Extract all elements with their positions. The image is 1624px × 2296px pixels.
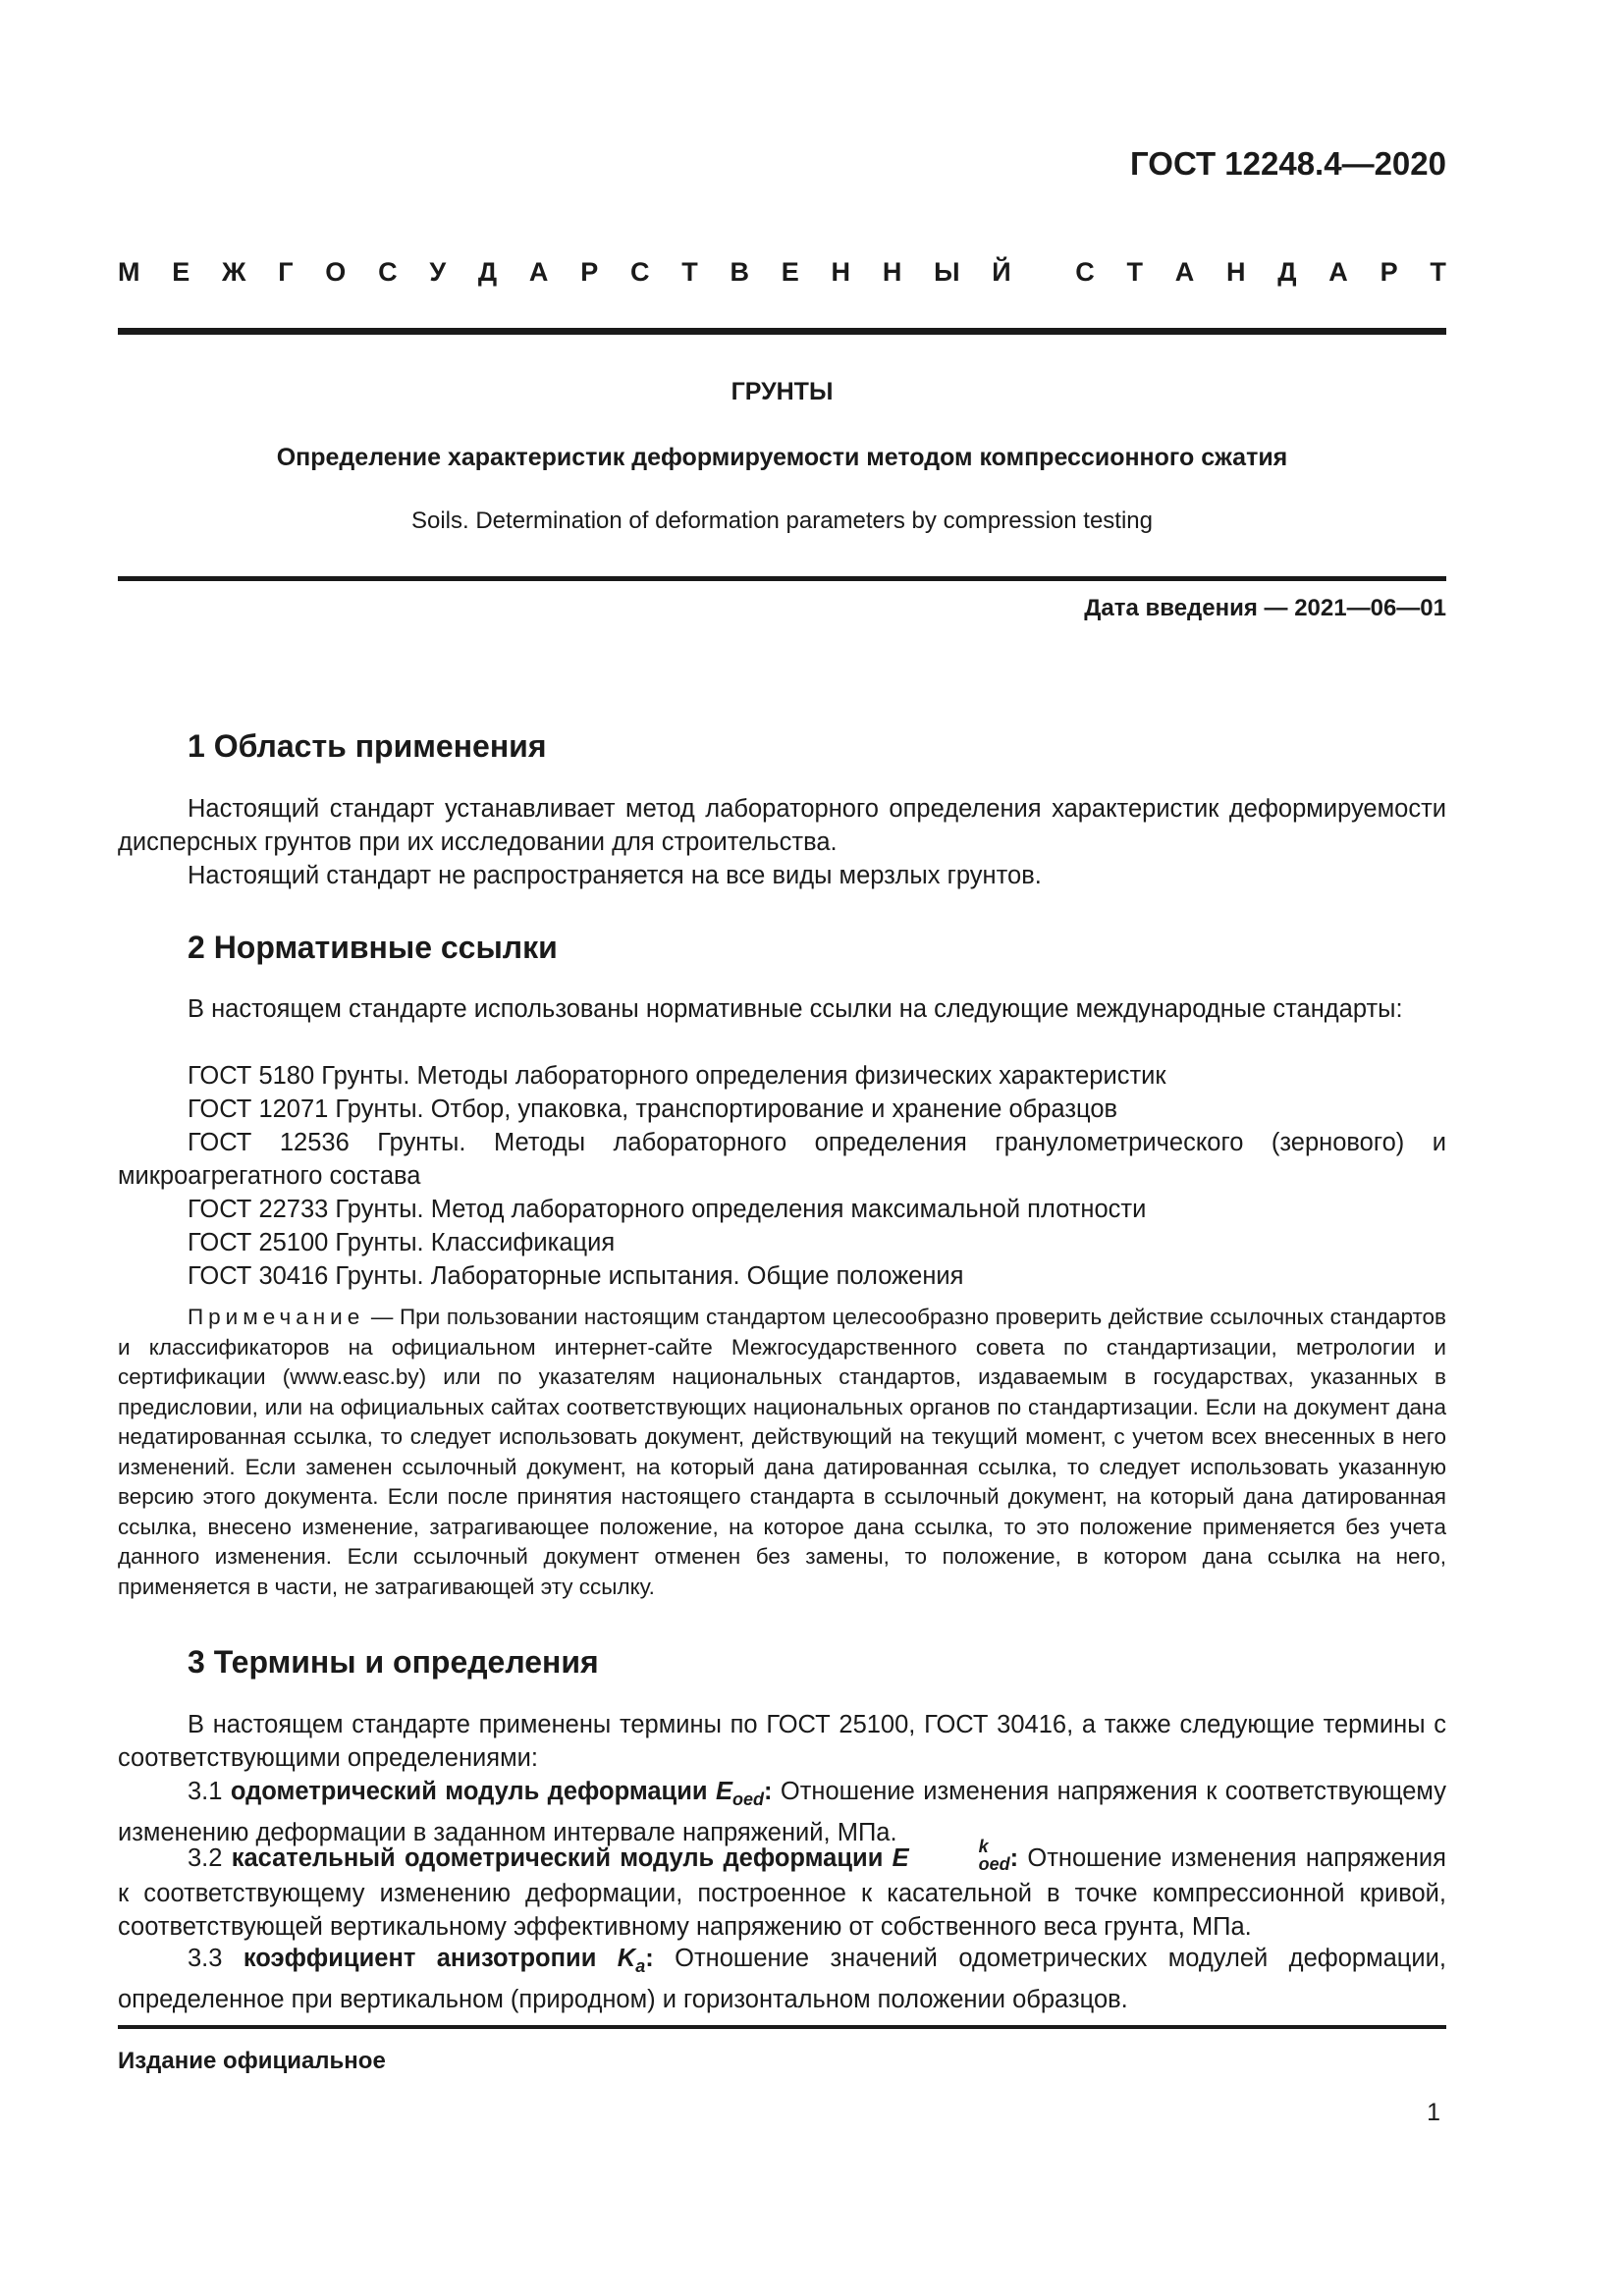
top-thick-rule	[118, 328, 1446, 335]
banner-letter: Е	[172, 257, 190, 287]
section-3-heading: 3 Термины и определения	[188, 1644, 599, 1680]
section-1-heading: 1 Область применения	[188, 728, 547, 764]
term-symbol-subscript: oed	[978, 1854, 1010, 1875]
term-definition-3-1	[118, 1775, 1446, 1849]
term-colon: :	[1009, 1844, 1019, 1872]
english-title: Soils. Determination of deformation parameters by compression testing	[410, 507, 1153, 534]
banner-letter: Е	[781, 257, 799, 287]
official-edition-label: Издание официальное	[118, 2048, 386, 2074]
term-symbol: E	[715, 1778, 732, 1805]
banner-letter: С	[629, 257, 650, 287]
banner-letter: Н	[831, 257, 851, 287]
title-bottom-rule	[118, 576, 1446, 581]
term-colon: :	[645, 1945, 654, 1972]
term-number: 3.2	[188, 1844, 232, 1872]
interstate-standard-banner	[118, 257, 1446, 288]
footer-rule	[118, 2025, 1446, 2029]
banner-letter: Ж	[222, 257, 246, 287]
term-symbol-subscript: a	[635, 1956, 646, 1977]
banner-letter: А	[1328, 257, 1348, 287]
document-subtitle: Определение характеристик деформируемости методом компрессионного сжатия	[276, 444, 1288, 471]
term-name: одометрический модуль деформации	[230, 1778, 716, 1805]
term-symbol: E	[892, 1844, 909, 1872]
standard-number: ГОСТ 12248.4—2020	[1130, 145, 1446, 182]
term-definition-3-2	[118, 1837, 1446, 1944]
banner-letter: С	[1075, 257, 1095, 287]
reference-item: ГОСТ 12071 Грунты. Отбор, упаковка, транспортирование и хранение образцов	[188, 1095, 1118, 1123]
term-definition: Отношение значений одометрических модулей деформации, определенное при вертикальном (природном) и горизонтальном положении образцов.	[118, 1945, 1446, 2014]
term-symbol: K	[617, 1945, 636, 1972]
reference-item: ГОСТ 22733 Грунты. Метод лабораторного определения максимальной плотности	[188, 1196, 1147, 1223]
reference-item: ГОСТ 30416 Грунты. Лабораторные испытания. Общие положения	[188, 1262, 964, 1290]
section-1-paragraph: Настоящий стандарт не распространяется на все виды мерзлых грунтов.	[188, 862, 1042, 889]
banner-letter: Д	[1277, 257, 1297, 287]
term-definition: Отношение изменения напряжения к соответствующему изменению деформации в заданном интервале напряжений, МПа.	[118, 1778, 1446, 1847]
term-name: коэффициент анизотропии	[243, 1945, 618, 1972]
section-3-paragraph: В настоящем стандарте применены термины по ГОСТ 25100, ГОСТ 30416, а также следующие термины с соответствующими определениями:	[118, 1711, 1446, 1772]
page-number: 1	[1427, 2099, 1440, 2126]
note-dash: —	[364, 1305, 400, 1329]
note-label: Примечание	[188, 1305, 365, 1329]
reference-note	[118, 1303, 1446, 1602]
section-2-paragraph: В настоящем стандарте использованы нормативные ссылки на следующие международные стандарты:	[188, 995, 1403, 1023]
banner-letter: У	[429, 257, 447, 287]
note-text: При пользовании настоящим стандартом целесообразно проверить действие ссылочных стандартов и классификаторов на официальном интернет-сайте Межгосударственного совета по стандартизации, метрологии и сертификации (www.easc.by) или по указателям национальных стандартов, издаваемым в государствах, указанных в предисловии, или на официальных сайтах соответствующих национальных органов по стандартизации. Если на документ дана недатированная ссылка, то следует использовать документ, действующий на текущий момент, с учетом всех внесенных в него изменений. Если заменен ссылочный документ, на который дана датированная ссылка, то следует использовать указанную версию этого документа. Если после принятия настоящего стандарта в ссылочный документ, на который дана датированная ссылка, внесено изменение, затрагивающее положение, на которое дана ссылка, то это положение применяется без учета данного изменения. Если ссылочный документ отменен без замены, то положение, в котором дана ссылка на него, применяется в части, не затрагивающей эту ссылку.	[118, 1305, 1446, 1599]
banner-letter: А	[528, 257, 549, 287]
banner-letter: Й	[992, 257, 1011, 287]
banner-letter: О	[325, 257, 347, 287]
section-2-heading: 2 Нормативные ссылки	[188, 930, 558, 965]
banner-letter: С	[378, 257, 398, 287]
document-title: ГРУНТЫ	[731, 378, 834, 405]
reference-item: ГОСТ 25100 Грунты. Классификация	[188, 1229, 616, 1256]
term-symbol-superscript: k	[978, 1837, 989, 1857]
term-name: касательный одометрический модуль деформации	[231, 1844, 893, 1872]
term-definition: Отношение изменения напряжения к соответствующему изменению деформации, построенное к касательной в точке компрессионной кривой, соответствующей вертикальному эффективному напряжению от собственного веса грунта, МПа.	[118, 1844, 1446, 1942]
term-symbol-subscript: oed	[731, 1789, 764, 1810]
banner-letter: Т	[1126, 257, 1143, 287]
banner-letter: Н	[1226, 257, 1246, 287]
banner-letter: В	[730, 257, 749, 287]
reference-item: ГОСТ 12536 Грунты. Методы лабораторного определения гранулометрического (зернового) и микроагрегатного состава	[118, 1129, 1446, 1190]
introduction-date: Дата введения — 2021—06—01	[1084, 595, 1446, 621]
banner-letter: М	[118, 257, 140, 287]
term-number: 3.1	[188, 1778, 231, 1805]
banner-letter: Ы	[934, 257, 960, 287]
banner-letter: Р	[1380, 257, 1398, 287]
banner-letter: А	[1174, 257, 1195, 287]
term-symbol-indices	[909, 1838, 1010, 1873]
banner-letter: Д	[477, 257, 498, 287]
term-number: 3.3	[188, 1945, 244, 1972]
term-colon: :	[764, 1778, 773, 1805]
banner-letter: Т	[1430, 257, 1446, 287]
banner-letter: Т	[681, 257, 698, 287]
section-1-paragraph: Настоящий стандарт устанавливает метод лабораторного определения характеристик деформируемости дисперсных грунтов при их исследовании для строительства.	[118, 795, 1446, 856]
banner-letter: Н	[882, 257, 902, 287]
banner-letter: Р	[580, 257, 599, 287]
banner-letter: Г	[278, 257, 294, 287]
term-definition-3-3	[118, 1942, 1446, 2016]
reference-item: ГОСТ 5180 Грунты. Методы лабораторного определения физических характеристик	[188, 1062, 1166, 1090]
